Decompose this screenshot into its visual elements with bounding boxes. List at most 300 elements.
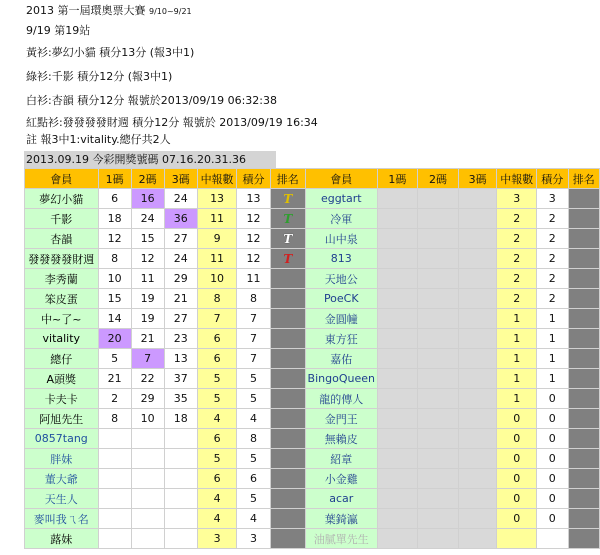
score: 5 [237,369,270,389]
title-dates: 9/10~9/21 [149,7,192,16]
hit-count: 6 [197,469,237,489]
hit-count-right: 2 [497,209,537,229]
score: 4 [237,409,270,429]
pick-number: 22 [131,369,164,389]
pick-number-right [418,409,459,429]
table-row [25,349,600,369]
stage-line: 9/19 第19站 [26,24,91,37]
pick-number-right [458,429,497,449]
pick-number: 24 [164,189,197,209]
pick-number [164,469,197,489]
table-row [25,409,600,429]
pick-number [98,509,131,529]
pick-number [164,509,197,529]
pick-number-right [377,269,418,289]
table-row [25,469,600,489]
pick-number-right [377,509,418,529]
score-right: 1 [537,349,568,369]
score: 3 [237,529,270,549]
rank-cell [270,309,305,329]
pick-number-right [458,189,497,209]
pick-number: 36 [164,209,197,229]
pick-number: 21 [98,369,131,389]
hit-count: 6 [197,349,237,369]
member-name: 千影 [25,209,99,229]
pick-number-right [418,249,459,269]
member-name-right: 天地公 [305,269,377,289]
pick-number: 8 [98,409,131,429]
member-name-right: eggtart [305,189,377,209]
member-name-right: 冷軍 [305,209,377,229]
hit-count: 13 [197,189,237,209]
pick-number-right [458,369,497,389]
pick-number-right [377,189,418,209]
pick-number-right [418,529,459,549]
hit-count-right: 1 [497,369,537,389]
pick-number-right [458,349,497,369]
col-num1-right: 1碼 [377,169,418,189]
table-row [25,269,600,289]
score-right: 0 [537,409,568,429]
member-name-right: acar [305,489,377,509]
member-name: 蕗妹 [25,529,99,549]
pick-number [131,469,164,489]
rank-cell [270,469,305,489]
member-name: 卡夫卡 [25,389,99,409]
rank-cell [270,189,305,209]
pick-number-right [418,289,459,309]
member-name: 天生人 [25,489,99,509]
hit-count: 4 [197,509,237,529]
pick-number [98,489,131,509]
rank-cell [270,389,305,409]
pick-number-right [377,529,418,549]
member-name-right: 小金雞 [305,469,377,489]
pick-number: 15 [98,289,131,309]
pick-number: 23 [164,329,197,349]
pick-number-right [377,369,418,389]
table-row [25,449,600,469]
rank-cell-right [568,509,599,529]
hit-count: 4 [197,409,237,429]
score-right: 1 [537,309,568,329]
pick-number: 21 [131,329,164,349]
rank-cell [270,269,305,289]
pick-number: 6 [98,189,131,209]
pick-number-right [458,289,497,309]
member-name-right: 813 [305,249,377,269]
pick-number-right [418,269,459,289]
rank-cell-right [568,409,599,429]
member-name-right: BingoQueen [305,369,377,389]
pick-number [131,449,164,469]
score: 7 [237,349,270,369]
pick-number: 35 [164,389,197,409]
hit-count-right: 1 [497,389,537,409]
pick-number-right [458,329,497,349]
pick-number-right [458,269,497,289]
col-num3-right: 3碼 [458,169,497,189]
score: 5 [237,489,270,509]
draw-numbers-bar: 2013.09.19 今彩開獎號碼 07.16.20.31.36 [24,151,276,168]
score: 12 [237,249,270,269]
pick-number: 12 [98,229,131,249]
member-name: 笨皮蛋 [25,289,99,309]
hit-count-right: 1 [497,329,537,349]
rank-cell [270,349,305,369]
pick-number: 7 [131,349,164,369]
rank-cell [270,409,305,429]
member-name: 董大爺 [25,469,99,489]
rank-cell-right [568,429,599,449]
member-name: 中~了~ [25,309,99,329]
table-row [25,249,600,269]
rank-cell-right [568,269,599,289]
score: 4 [237,509,270,529]
member-name-right: 金圓幢 [305,309,377,329]
pick-number: 29 [131,389,164,409]
hit-count: 9 [197,229,237,249]
pick-number-right [377,309,418,329]
hit-count-right: 2 [497,289,537,309]
hit-count: 5 [197,369,237,389]
page-title [26,4,192,19]
green-jersey-icon: T [283,211,293,226]
pick-number-right [418,509,459,529]
score-right: 0 [537,489,568,509]
pick-number [98,449,131,469]
member-name-right: 油膩單先生 [305,529,377,549]
rank-cell-right [568,229,599,249]
table-row [25,489,600,509]
hit-count-right [497,529,537,549]
pick-number [131,429,164,449]
pick-number-right [377,409,418,429]
pick-number-right [418,229,459,249]
score-right: 2 [537,229,568,249]
table-row [25,329,600,349]
pick-number: 10 [98,269,131,289]
pick-number-right [458,309,497,329]
member-name: 總仔 [25,349,99,369]
member-name-right: 金門王 [305,409,377,429]
hit-count-right: 0 [497,509,537,529]
pick-number-right [418,429,459,449]
hit-count-right: 0 [497,429,537,449]
rank-cell-right [568,309,599,329]
pick-number [164,429,197,449]
pick-number-right [418,449,459,469]
pick-number-right [377,389,418,409]
score: 5 [237,389,270,409]
score-right: 1 [537,329,568,349]
white-jersey-icon: T [283,231,293,246]
col-num2: 2碼 [131,169,164,189]
hit-count-right: 3 [497,189,537,209]
pick-number-right [418,209,459,229]
pick-number: 8 [98,249,131,269]
hit-count-right: 1 [497,309,537,329]
score: 13 [237,189,270,209]
score: 6 [237,469,270,489]
pick-number: 19 [131,309,164,329]
col-score: 積分 [237,169,270,189]
pick-number: 11 [131,269,164,289]
score: 8 [237,289,270,309]
table-row [25,509,600,529]
member-name-right: 東方狂 [305,329,377,349]
pick-number: 18 [98,209,131,229]
pick-number-right [458,409,497,429]
pick-number [98,429,131,449]
member-name: 杏韻 [25,229,99,249]
rank-cell-right [568,529,599,549]
white-jersey-line: 白衫:杏韻 積分12分 報號於2013/09/19 06:32:38 [26,94,277,107]
col-member-right: 會員 [305,169,377,189]
pick-number: 27 [164,309,197,329]
score: 5 [237,449,270,469]
hit-count-right: 0 [497,409,537,429]
pick-number-right [377,429,418,449]
rank-cell [270,429,305,449]
hit-count: 5 [197,389,237,409]
score-right: 3 [537,189,568,209]
table-row [25,529,600,549]
member-name: 麥叫我ㄟ名 [25,509,99,529]
pick-number: 12 [131,249,164,269]
rank-cell [270,449,305,469]
pick-number-right [418,489,459,509]
score: 7 [237,309,270,329]
col-member: 會員 [25,169,99,189]
yellow-jersey-icon: T [283,191,293,206]
hit-count-right: 0 [497,469,537,489]
table-row [25,369,600,389]
hit-count-right: 2 [497,269,537,289]
pick-number-right [377,349,418,369]
yellow-jersey-line: 黃衫:夢幻小貓 積分13分 (報3中1) [26,46,195,59]
hit-count-right: 0 [497,449,537,469]
rank-cell [270,369,305,389]
col-num3: 3碼 [164,169,197,189]
rank-cell-right [568,329,599,349]
pick-number-right [418,189,459,209]
rank-cell-right [568,389,599,409]
pick-number-right [458,449,497,469]
hit-count: 5 [197,449,237,469]
score: 8 [237,429,270,449]
rank-cell [270,249,305,269]
member-name: 0857tang [25,429,99,449]
col-rank-right: 排名 [568,169,599,189]
col-score-right: 積分 [537,169,568,189]
table-row [25,289,600,309]
pick-number [164,489,197,509]
pick-number: 10 [131,409,164,429]
pick-number-right [418,349,459,369]
pick-number-right [377,449,418,469]
member-name-right: PoeCK [305,289,377,309]
pick-number-right [377,209,418,229]
hit-count: 6 [197,429,237,449]
col-num1: 1碼 [98,169,131,189]
pick-number: 19 [131,289,164,309]
member-name-right: 紹章 [305,449,377,469]
score-right: 0 [537,449,568,469]
member-name: A頭獎 [25,369,99,389]
score: 12 [237,209,270,229]
score-right: 2 [537,289,568,309]
pick-number: 20 [98,329,131,349]
hit-count-right: 2 [497,249,537,269]
pick-number [164,529,197,549]
hit-count: 6 [197,329,237,349]
pick-number-right [377,249,418,269]
pick-number-right [377,229,418,249]
pick-number [131,489,164,509]
note-line: 註 報3中1:vitality.總仔共2人 [26,133,171,146]
rank-cell-right [568,489,599,509]
rank-cell [270,289,305,309]
pick-number [164,449,197,469]
member-name-right: 葉錡瀛 [305,509,377,529]
rank-cell-right [568,449,599,469]
score-right: 0 [537,509,568,529]
pick-number-right [458,389,497,409]
table-row [25,429,600,449]
rank-cell-right [568,369,599,389]
score-right: 0 [537,389,568,409]
rank-cell [270,329,305,349]
score: 7 [237,329,270,349]
pick-number-right [458,249,497,269]
hit-count: 10 [197,269,237,289]
pick-number: 18 [164,409,197,429]
rank-cell-right [568,349,599,369]
pick-number: 21 [164,289,197,309]
hit-count-right: 2 [497,229,537,249]
pick-number: 37 [164,369,197,389]
pick-number [98,469,131,489]
table-row [25,229,600,249]
pick-number: 24 [164,249,197,269]
score-right [537,529,568,549]
member-name: 李秀蘭 [25,269,99,289]
pick-number-right [377,329,418,349]
hit-count: 3 [197,529,237,549]
rank-cell [270,489,305,509]
member-name: 胖妹 [25,449,99,469]
pick-number [131,529,164,549]
green-jersey-line: 綠衫:千影 積分12分 (報3中1) [26,70,173,83]
member-name: vitality [25,329,99,349]
pick-number-right [458,469,497,489]
pick-number-right [458,229,497,249]
table-row [25,209,600,229]
rank-cell-right [568,209,599,229]
red-jersey-icon: T [283,251,293,266]
pick-number-right [377,469,418,489]
hit-count: 7 [197,309,237,329]
col-num2-right: 2碼 [418,169,459,189]
col-hits: 中報數 [197,169,237,189]
member-name-right: 嘉佑 [305,349,377,369]
title-main: 2013 第一屆環奧票大賽 [26,4,146,17]
hit-count-right: 1 [497,349,537,369]
pick-number-right [377,289,418,309]
score-right: 0 [537,429,568,449]
pick-number [98,529,131,549]
pick-number: 27 [164,229,197,249]
col-hits-right: 中報數 [497,169,537,189]
pick-number: 14 [98,309,131,329]
pick-number: 16 [131,189,164,209]
score-right: 0 [537,469,568,489]
score: 12 [237,229,270,249]
pick-number-right [458,489,497,509]
table-row [25,189,600,209]
score-right: 1 [537,369,568,389]
pick-number-right [418,369,459,389]
pick-number-right [377,489,418,509]
member-name-right: 龍的傳人 [305,389,377,409]
hit-count: 4 [197,489,237,509]
pick-number: 29 [164,269,197,289]
member-name: 發發發發財週 [25,249,99,269]
score: 11 [237,269,270,289]
table-header-row [25,169,600,189]
score-right: 2 [537,209,568,229]
pick-number [131,509,164,529]
member-name-right: 山中泉 [305,229,377,249]
hit-count: 11 [197,249,237,269]
hit-count-right: 0 [497,489,537,509]
table-row [25,309,600,329]
pick-number: 24 [131,209,164,229]
member-name: 阿旭先生 [25,409,99,429]
pick-number: 13 [164,349,197,369]
pick-number-right [418,329,459,349]
member-name: 夢幻小貓 [25,189,99,209]
hit-count: 8 [197,289,237,309]
rank-cell-right [568,289,599,309]
pick-number-right [418,469,459,489]
pick-number: 2 [98,389,131,409]
rank-cell [270,529,305,549]
rank-cell [270,509,305,529]
pick-number-right [418,309,459,329]
red-dot-jersey-line: 紅點衫:發發發發財週 積分12分 報號於 2013/09/19 16:34 [26,116,318,129]
score-right: 2 [537,249,568,269]
pick-number-right [458,529,497,549]
pick-number: 5 [98,349,131,369]
col-rank: 排名 [270,169,305,189]
pick-number-right [458,509,497,529]
member-name-right: 無賴皮 [305,429,377,449]
pick-number-right [458,209,497,229]
rank-cell-right [568,189,599,209]
rank-cell-right [568,249,599,269]
rank-cell [270,229,305,249]
hit-count: 11 [197,209,237,229]
rank-cell-right [568,469,599,489]
pick-number: 15 [131,229,164,249]
table-row [25,389,600,409]
rank-cell [270,209,305,229]
score-right: 2 [537,269,568,289]
pick-number-right [418,389,459,409]
results-table [24,168,600,549]
